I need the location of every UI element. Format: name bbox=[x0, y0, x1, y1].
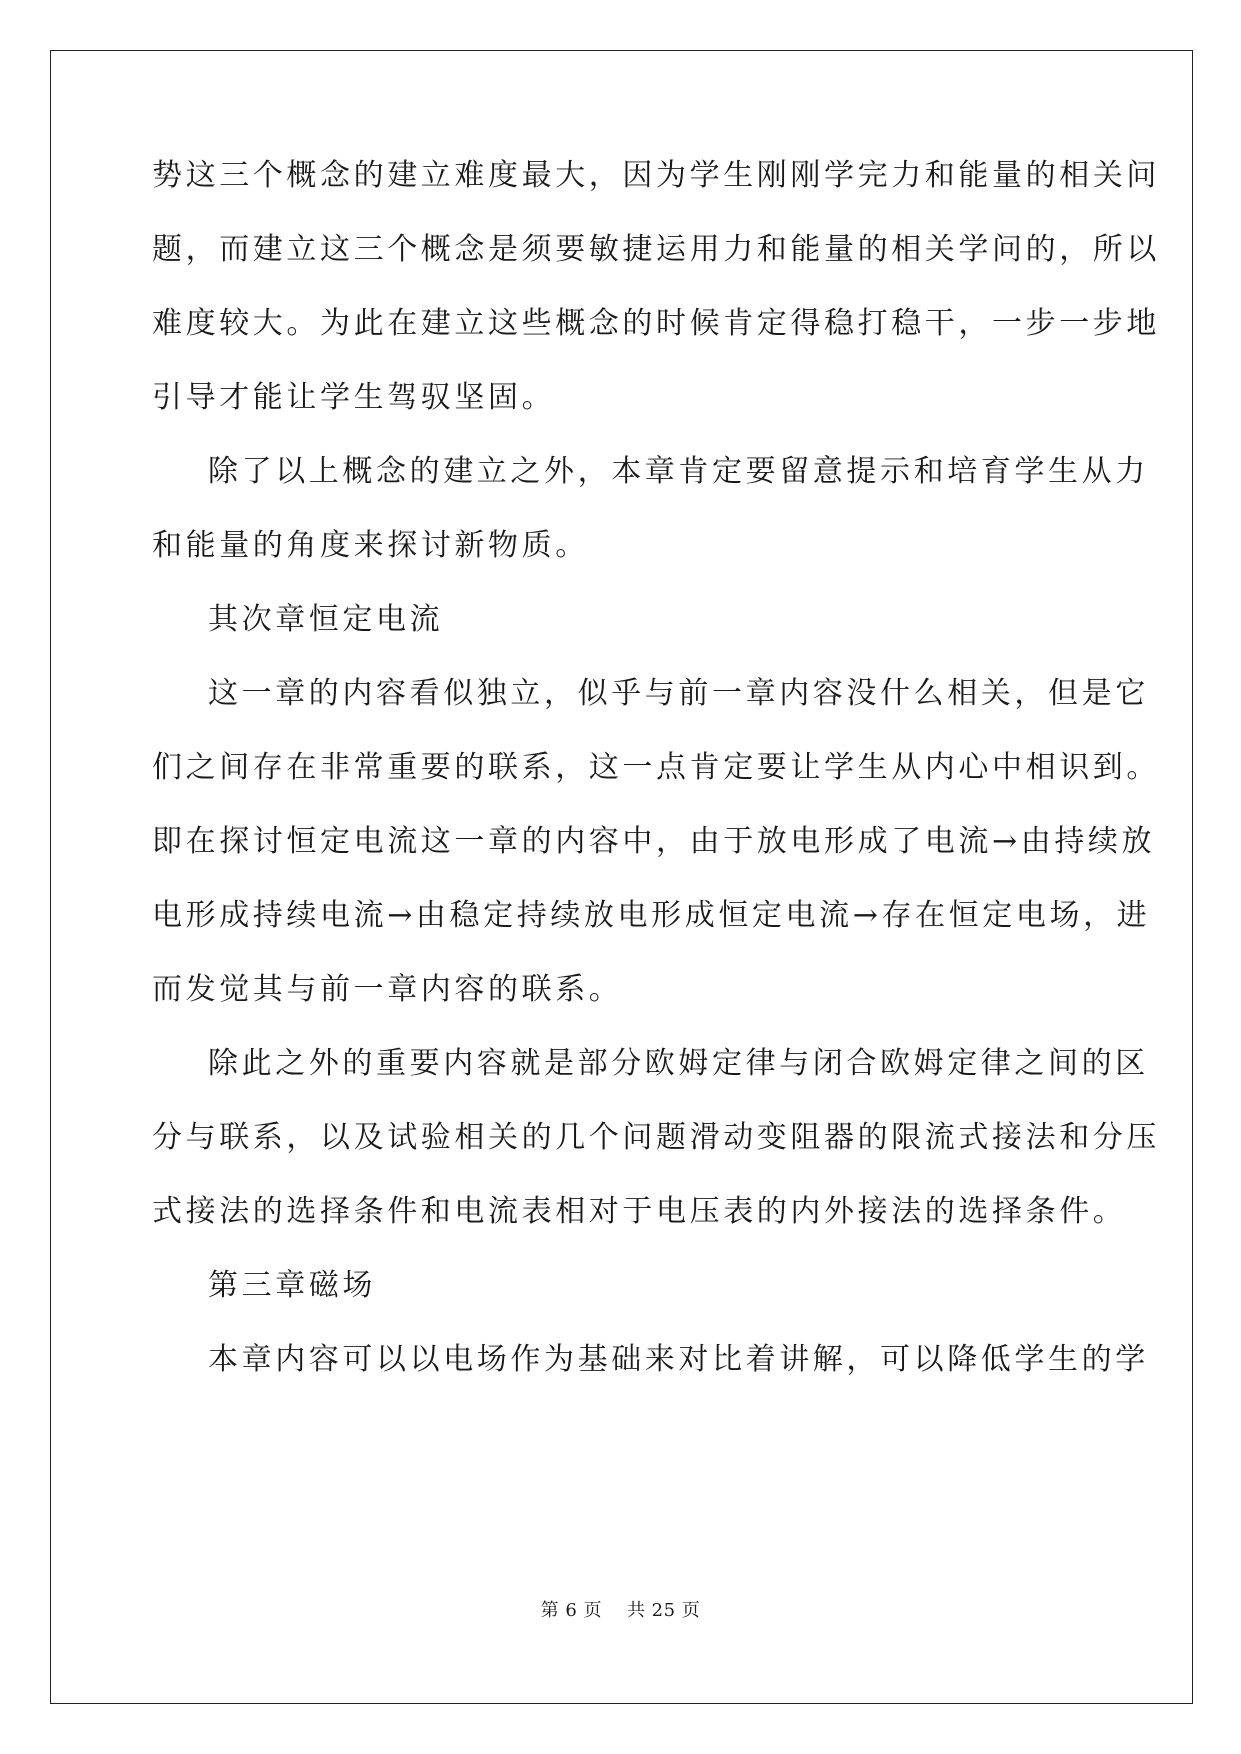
paragraph-first-line: 除了以上概念的建立之外，本章肯定要留意提示和培育学生从力 bbox=[208, 454, 1149, 489]
page-border bbox=[50, 50, 1193, 1704]
paragraph-first-line: 除此之外的重要内容就是部分欧姆定律与闭合欧姆定律之间的区 bbox=[208, 1046, 1149, 1081]
text-line: 分与联系，以及试验相关的几个问题滑动变阻器的限流式接法和分压 bbox=[152, 1120, 1160, 1155]
paragraph-first-line: 这一章的内容看似独立，似乎与前一章内容没什么相关，但是它 bbox=[208, 676, 1149, 711]
text-line: 式接法的选择条件和电流表相对于电压表的内外接法的选择条件。 bbox=[152, 1194, 1127, 1229]
text-line: 引导才能让学生驾驭坚固。 bbox=[152, 380, 556, 415]
text-line: 和能量的角度来探讨新物质。 bbox=[152, 528, 589, 563]
text-line: 难度较大。为此在建立这些概念的时候肯定得稳打稳干，一步一步地 bbox=[152, 306, 1160, 341]
page-number-footer: 第 6 页 共 25 页 bbox=[540, 1600, 701, 1621]
section-heading: 第三章磁场 bbox=[208, 1268, 376, 1303]
text-line: 即在探讨恒定电流这一章的内容中，由于放电形成了电流→由持续放 bbox=[152, 824, 1156, 859]
paragraph-first-line: 本章内容可以以电场作为基础来对比着讲解，可以降低学生的学 bbox=[208, 1342, 1149, 1377]
text-line: 们之间存在非常重要的联系，这一点肯定要让学生从内心中相识到。 bbox=[152, 750, 1160, 785]
text-line: 题，而建立这三个概念是须要敏捷运用力和能量的相关学问的，所以 bbox=[152, 232, 1160, 267]
text-line: 势这三个概念的建立难度最大，因为学生刚刚学完力和能量的相关问 bbox=[152, 158, 1160, 193]
section-heading: 其次章恒定电流 bbox=[208, 602, 444, 637]
text-line: 电形成持续电流→由稳定持续放电形成恒定电流→存在恒定电场，进 bbox=[152, 898, 1151, 933]
text-line: 而发觉其与前一章内容的联系。 bbox=[152, 972, 623, 1007]
